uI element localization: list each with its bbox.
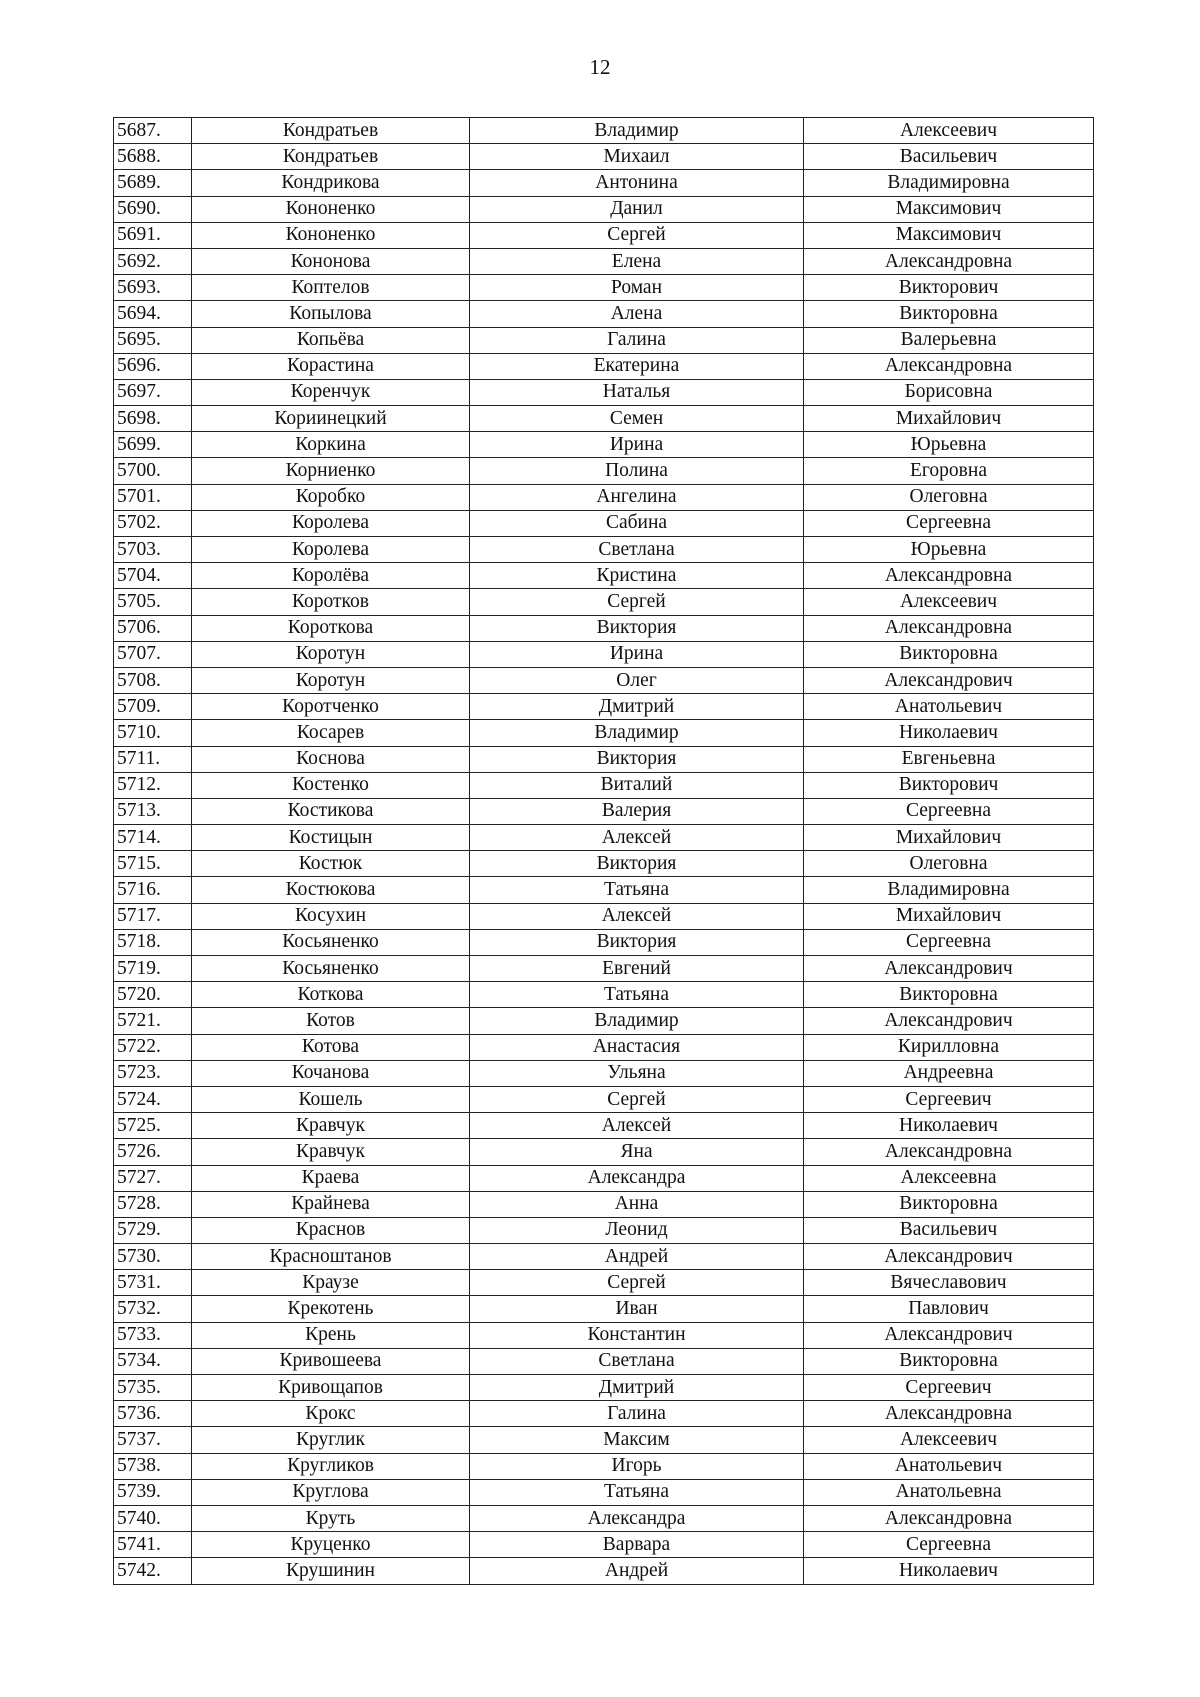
first-name-cell: Сергей: [470, 589, 804, 615]
table-row: [114, 1244, 1094, 1270]
first-name-cell: Светлана: [470, 537, 804, 563]
table-row: [114, 1217, 1094, 1243]
last-name-cell: Копылова: [192, 301, 470, 327]
last-name-cell: Косарев: [192, 720, 470, 746]
row-number-cell: 5724.: [114, 1086, 192, 1112]
patronymic-cell: Алексеевич: [804, 1427, 1094, 1453]
row-number-cell: 5706.: [114, 615, 192, 641]
row-number-cell: 5690.: [114, 196, 192, 222]
first-name-cell: Кристина: [470, 563, 804, 589]
row-number-cell: 5702.: [114, 510, 192, 536]
first-name-cell: Михаил: [470, 144, 804, 170]
table-row: [114, 1479, 1094, 1505]
table-row: [114, 484, 1094, 510]
patronymic-cell: Михайлович: [804, 825, 1094, 851]
first-name-cell: Виталий: [470, 772, 804, 798]
first-name-cell: Ульяна: [470, 1060, 804, 1086]
row-number-cell: 5714.: [114, 825, 192, 851]
patronymic-cell: Евгеньевна: [804, 746, 1094, 772]
first-name-cell: Ирина: [470, 432, 804, 458]
patronymic-cell: Николаевич: [804, 1113, 1094, 1139]
first-name-cell: Полина: [470, 458, 804, 484]
last-name-cell: Косьяненко: [192, 956, 470, 982]
first-name-cell: Дмитрий: [470, 694, 804, 720]
patronymic-cell: Васильевич: [804, 144, 1094, 170]
table-row: [114, 694, 1094, 720]
row-number-cell: 5691.: [114, 222, 192, 248]
table-row: [114, 1008, 1094, 1034]
first-name-cell: Александра: [470, 1505, 804, 1531]
table-row: [114, 798, 1094, 824]
last-name-cell: Коротченко: [192, 694, 470, 720]
patronymic-cell: Кирилловна: [804, 1034, 1094, 1060]
patronymic-cell: Александрович: [804, 1008, 1094, 1034]
first-name-cell: Яна: [470, 1139, 804, 1165]
row-number-cell: 5728.: [114, 1191, 192, 1217]
row-number-cell: 5692.: [114, 248, 192, 274]
first-name-cell: Роман: [470, 275, 804, 301]
last-name-cell: Крекотень: [192, 1296, 470, 1322]
patronymic-cell: Васильевич: [804, 1217, 1094, 1243]
last-name-cell: Коробко: [192, 484, 470, 510]
row-number-cell: 5689.: [114, 170, 192, 196]
last-name-cell: Королева: [192, 537, 470, 563]
first-name-cell: Ангелина: [470, 484, 804, 510]
row-number-cell: 5703.: [114, 537, 192, 563]
patronymic-cell: Егоровна: [804, 458, 1094, 484]
first-name-cell: Владимир: [470, 118, 804, 144]
row-number-cell: 5721.: [114, 1008, 192, 1034]
row-number-cell: 5742.: [114, 1558, 192, 1584]
first-name-cell: Екатерина: [470, 353, 804, 379]
table-row: [114, 1086, 1094, 1112]
table-row: [114, 746, 1094, 772]
table-row: [114, 1191, 1094, 1217]
row-number-cell: 5707.: [114, 641, 192, 667]
last-name-cell: Красноштанов: [192, 1244, 470, 1270]
table-row: [114, 275, 1094, 301]
first-name-cell: Виктория: [470, 851, 804, 877]
patronymic-cell: Сергеевна: [804, 798, 1094, 824]
last-name-cell: Костенко: [192, 772, 470, 798]
patronymic-cell: Александрович: [804, 1322, 1094, 1348]
table-row: [114, 615, 1094, 641]
row-number-cell: 5709.: [114, 694, 192, 720]
row-number-cell: 5720.: [114, 982, 192, 1008]
row-number-cell: 5704.: [114, 563, 192, 589]
first-name-cell: Варвара: [470, 1532, 804, 1558]
row-number-cell: 5711.: [114, 746, 192, 772]
table-row: [114, 667, 1094, 693]
last-name-cell: Коренчук: [192, 379, 470, 405]
patronymic-cell: Александровна: [804, 1401, 1094, 1427]
last-name-cell: Котов: [192, 1008, 470, 1034]
first-name-cell: Владимир: [470, 720, 804, 746]
patronymic-cell: Сергеевна: [804, 510, 1094, 536]
first-name-cell: Андрей: [470, 1244, 804, 1270]
row-number-cell: 5719.: [114, 956, 192, 982]
first-name-cell: Евгений: [470, 956, 804, 982]
table-row: [114, 1348, 1094, 1374]
patronymic-cell: Алексеевич: [804, 118, 1094, 144]
first-name-cell: Сабина: [470, 510, 804, 536]
table-row: [114, 301, 1094, 327]
row-number-cell: 5708.: [114, 667, 192, 693]
table-row: [114, 1401, 1094, 1427]
patronymic-cell: Анатольевна: [804, 1479, 1094, 1505]
table-row: [114, 929, 1094, 955]
last-name-cell: Крень: [192, 1322, 470, 1348]
last-name-cell: Коптелов: [192, 275, 470, 301]
patronymic-cell: Викторович: [804, 772, 1094, 798]
first-name-cell: Антонина: [470, 170, 804, 196]
table-row: [114, 327, 1094, 353]
last-name-cell: Кононенко: [192, 222, 470, 248]
table-row: [114, 589, 1094, 615]
patronymic-cell: Павлович: [804, 1296, 1094, 1322]
first-name-cell: Данил: [470, 196, 804, 222]
patronymic-cell: Викторовна: [804, 1348, 1094, 1374]
last-name-cell: Крайнева: [192, 1191, 470, 1217]
patronymic-cell: Викторовна: [804, 982, 1094, 1008]
patronymic-cell: Викторовна: [804, 641, 1094, 667]
last-name-cell: Коротун: [192, 667, 470, 693]
patronymic-cell: Александровна: [804, 563, 1094, 589]
row-number-cell: 5740.: [114, 1505, 192, 1531]
first-name-cell: Сергей: [470, 1270, 804, 1296]
last-name-cell: Кривошеева: [192, 1348, 470, 1374]
table-row: [114, 1322, 1094, 1348]
first-name-cell: Анна: [470, 1191, 804, 1217]
patronymic-cell: Сергеевна: [804, 929, 1094, 955]
first-name-cell: Константин: [470, 1322, 804, 1348]
last-name-cell: Крокс: [192, 1401, 470, 1427]
first-name-cell: Александра: [470, 1165, 804, 1191]
first-name-cell: Татьяна: [470, 877, 804, 903]
last-name-cell: Кондратьев: [192, 144, 470, 170]
patronymic-cell: Викторовна: [804, 301, 1094, 327]
table-row: [114, 406, 1094, 432]
table-row: [114, 772, 1094, 798]
last-name-cell: Коротков: [192, 589, 470, 615]
row-number-cell: 5722.: [114, 1034, 192, 1060]
row-number-cell: 5732.: [114, 1296, 192, 1322]
last-name-cell: Королева: [192, 510, 470, 536]
table-row: [114, 851, 1094, 877]
row-number-cell: 5741.: [114, 1532, 192, 1558]
last-name-cell: Краева: [192, 1165, 470, 1191]
last-name-cell: Корниенко: [192, 458, 470, 484]
patronymic-cell: Вячеславович: [804, 1270, 1094, 1296]
row-number-cell: 5695.: [114, 327, 192, 353]
row-number-cell: 5693.: [114, 275, 192, 301]
patronymic-cell: Сергеевич: [804, 1086, 1094, 1112]
last-name-cell: Косухин: [192, 903, 470, 929]
last-name-cell: Короткова: [192, 615, 470, 641]
row-number-cell: 5688.: [114, 144, 192, 170]
row-number-cell: 5730.: [114, 1244, 192, 1270]
last-name-cell: Коткова: [192, 982, 470, 1008]
patronymic-cell: Викторовна: [804, 1191, 1094, 1217]
patronymic-cell: Юрьевна: [804, 432, 1094, 458]
patronymic-cell: Владимировна: [804, 877, 1094, 903]
first-name-cell: Семен: [470, 406, 804, 432]
table-row: [114, 379, 1094, 405]
last-name-cell: Костикова: [192, 798, 470, 824]
table-row: [114, 982, 1094, 1008]
row-number-cell: 5725.: [114, 1113, 192, 1139]
last-name-cell: Костицын: [192, 825, 470, 851]
table-row: [114, 1296, 1094, 1322]
table-row: [114, 1558, 1094, 1584]
first-name-cell: Елена: [470, 248, 804, 274]
row-number-cell: 5735.: [114, 1375, 192, 1401]
row-number-cell: 5687.: [114, 118, 192, 144]
table-row: [114, 1165, 1094, 1191]
row-number-cell: 5733.: [114, 1322, 192, 1348]
table-row: [114, 956, 1094, 982]
last-name-cell: Кориинецкий: [192, 406, 470, 432]
patronymic-cell: Александровна: [804, 248, 1094, 274]
row-number-cell: 5737.: [114, 1427, 192, 1453]
row-number-cell: 5697.: [114, 379, 192, 405]
last-name-cell: Круть: [192, 1505, 470, 1531]
patronymic-cell: Александровна: [804, 1139, 1094, 1165]
first-name-cell: Виктория: [470, 615, 804, 641]
first-name-cell: Валерия: [470, 798, 804, 824]
row-number-cell: 5736.: [114, 1401, 192, 1427]
last-name-cell: Кононенко: [192, 196, 470, 222]
last-name-cell: Костюк: [192, 851, 470, 877]
last-name-cell: Коркина: [192, 432, 470, 458]
last-name-cell: Круглик: [192, 1427, 470, 1453]
row-number-cell: 5713.: [114, 798, 192, 824]
last-name-cell: Кондрикова: [192, 170, 470, 196]
table-row: [114, 248, 1094, 274]
last-name-cell: Корастина: [192, 353, 470, 379]
first-name-cell: Галина: [470, 327, 804, 353]
last-name-cell: Кравчук: [192, 1139, 470, 1165]
first-name-cell: Виктория: [470, 929, 804, 955]
table-row: [114, 1453, 1094, 1479]
first-name-cell: Сергей: [470, 1086, 804, 1112]
patronymic-cell: Анатольевич: [804, 1453, 1094, 1479]
row-number-cell: 5698.: [114, 406, 192, 432]
patronymic-cell: Александровна: [804, 1505, 1094, 1531]
table-row: [114, 1270, 1094, 1296]
patronymic-cell: Олеговна: [804, 484, 1094, 510]
table-row: [114, 1113, 1094, 1139]
first-name-cell: Анастасия: [470, 1034, 804, 1060]
table-row: [114, 1034, 1094, 1060]
patronymic-cell: Викторович: [804, 275, 1094, 301]
table-row: [114, 563, 1094, 589]
patronymic-cell: Александрович: [804, 667, 1094, 693]
last-name-cell: Кондратьев: [192, 118, 470, 144]
patronymic-cell: Сергеевна: [804, 1532, 1094, 1558]
row-number-cell: 5700.: [114, 458, 192, 484]
table-row: [114, 720, 1094, 746]
first-name-cell: Андрей: [470, 1558, 804, 1584]
table-row: [114, 458, 1094, 484]
patronymic-cell: Олеговна: [804, 851, 1094, 877]
last-name-cell: Круценко: [192, 1532, 470, 1558]
row-number-cell: 5727.: [114, 1165, 192, 1191]
last-name-cell: Копьёва: [192, 327, 470, 353]
first-name-cell: Сергей: [470, 222, 804, 248]
last-name-cell: Краснов: [192, 1217, 470, 1243]
first-name-cell: Ирина: [470, 641, 804, 667]
last-name-cell: Котова: [192, 1034, 470, 1060]
table-row: [114, 222, 1094, 248]
patronymic-cell: Юрьевна: [804, 537, 1094, 563]
first-name-cell: Леонид: [470, 1217, 804, 1243]
table-row: [114, 1060, 1094, 1086]
table-row: [114, 1139, 1094, 1165]
last-name-cell: Кравчук: [192, 1113, 470, 1139]
patronymic-cell: Алексеевна: [804, 1165, 1094, 1191]
first-name-cell: Максим: [470, 1427, 804, 1453]
table-row: [114, 825, 1094, 851]
row-number-cell: 5699.: [114, 432, 192, 458]
last-name-cell: Кривощапов: [192, 1375, 470, 1401]
table-row: [114, 877, 1094, 903]
table-row: [114, 196, 1094, 222]
last-name-cell: Краузе: [192, 1270, 470, 1296]
patronymic-cell: Александровна: [804, 353, 1094, 379]
row-number-cell: 5694.: [114, 301, 192, 327]
row-number-cell: 5739.: [114, 1479, 192, 1505]
patronymic-cell: Александровна: [804, 615, 1094, 641]
row-number-cell: 5712.: [114, 772, 192, 798]
first-name-cell: Алексей: [470, 903, 804, 929]
row-number-cell: 5734.: [114, 1348, 192, 1374]
first-name-cell: Галина: [470, 1401, 804, 1427]
row-number-cell: 5738.: [114, 1453, 192, 1479]
first-name-cell: Алена: [470, 301, 804, 327]
row-number-cell: 5717.: [114, 903, 192, 929]
last-name-cell: Коротун: [192, 641, 470, 667]
first-name-cell: Иван: [470, 1296, 804, 1322]
row-number-cell: 5718.: [114, 929, 192, 955]
patronymic-cell: Александрович: [804, 956, 1094, 982]
row-number-cell: 5731.: [114, 1270, 192, 1296]
names-table-body: [114, 118, 1094, 1585]
patronymic-cell: Алексеевич: [804, 589, 1094, 615]
patronymic-cell: Сергеевич: [804, 1375, 1094, 1401]
patronymic-cell: Владимировна: [804, 170, 1094, 196]
patronymic-cell: Александрович: [804, 1244, 1094, 1270]
row-number-cell: 5715.: [114, 851, 192, 877]
last-name-cell: Крушинин: [192, 1558, 470, 1584]
first-name-cell: Владимир: [470, 1008, 804, 1034]
table-row: [114, 1375, 1094, 1401]
last-name-cell: Кошель: [192, 1086, 470, 1112]
first-name-cell: Светлана: [470, 1348, 804, 1374]
last-name-cell: Кононова: [192, 248, 470, 274]
row-number-cell: 5729.: [114, 1217, 192, 1243]
patronymic-cell: Андреевна: [804, 1060, 1094, 1086]
patronymic-cell: Анатольевич: [804, 694, 1094, 720]
row-number-cell: 5716.: [114, 877, 192, 903]
first-name-cell: Игорь: [470, 1453, 804, 1479]
page-number: 12: [589, 55, 611, 79]
row-number-cell: 5701.: [114, 484, 192, 510]
patronymic-cell: Николаевич: [804, 1558, 1094, 1584]
table-row: [114, 144, 1094, 170]
last-name-cell: Королёва: [192, 563, 470, 589]
patronymic-cell: Николаевич: [804, 720, 1094, 746]
patronymic-cell: Максимович: [804, 222, 1094, 248]
last-name-cell: Кочанова: [192, 1060, 470, 1086]
patronymic-cell: Максимович: [804, 196, 1094, 222]
names-table: [113, 117, 1094, 1585]
patronymic-cell: Борисовна: [804, 379, 1094, 405]
table-row: [114, 432, 1094, 458]
last-name-cell: Косьяненко: [192, 929, 470, 955]
table-row: [114, 1505, 1094, 1531]
table-row: [114, 903, 1094, 929]
last-name-cell: Круглова: [192, 1479, 470, 1505]
table-row: [114, 170, 1094, 196]
first-name-cell: Виктория: [470, 746, 804, 772]
last-name-cell: Кругликов: [192, 1453, 470, 1479]
first-name-cell: Татьяна: [470, 1479, 804, 1505]
table-row: [114, 537, 1094, 563]
first-name-cell: Алексей: [470, 1113, 804, 1139]
patronymic-cell: Валерьевна: [804, 327, 1094, 353]
row-number-cell: 5696.: [114, 353, 192, 379]
table-row: [114, 641, 1094, 667]
first-name-cell: Наталья: [470, 379, 804, 405]
row-number-cell: 5723.: [114, 1060, 192, 1086]
row-number-cell: 5726.: [114, 1139, 192, 1165]
table-row: [114, 510, 1094, 536]
first-name-cell: Дмитрий: [470, 1375, 804, 1401]
table-row: [114, 118, 1094, 144]
row-number-cell: 5705.: [114, 589, 192, 615]
last-name-cell: Костюкова: [192, 877, 470, 903]
last-name-cell: Коснова: [192, 746, 470, 772]
row-number-cell: 5710.: [114, 720, 192, 746]
first-name-cell: Татьяна: [470, 982, 804, 1008]
first-name-cell: Алексей: [470, 825, 804, 851]
table-row: [114, 353, 1094, 379]
first-name-cell: Олег: [470, 667, 804, 693]
patronymic-cell: Михайлович: [804, 903, 1094, 929]
table-row: [114, 1427, 1094, 1453]
patronymic-cell: Михайлович: [804, 406, 1094, 432]
table-row: [114, 1532, 1094, 1558]
